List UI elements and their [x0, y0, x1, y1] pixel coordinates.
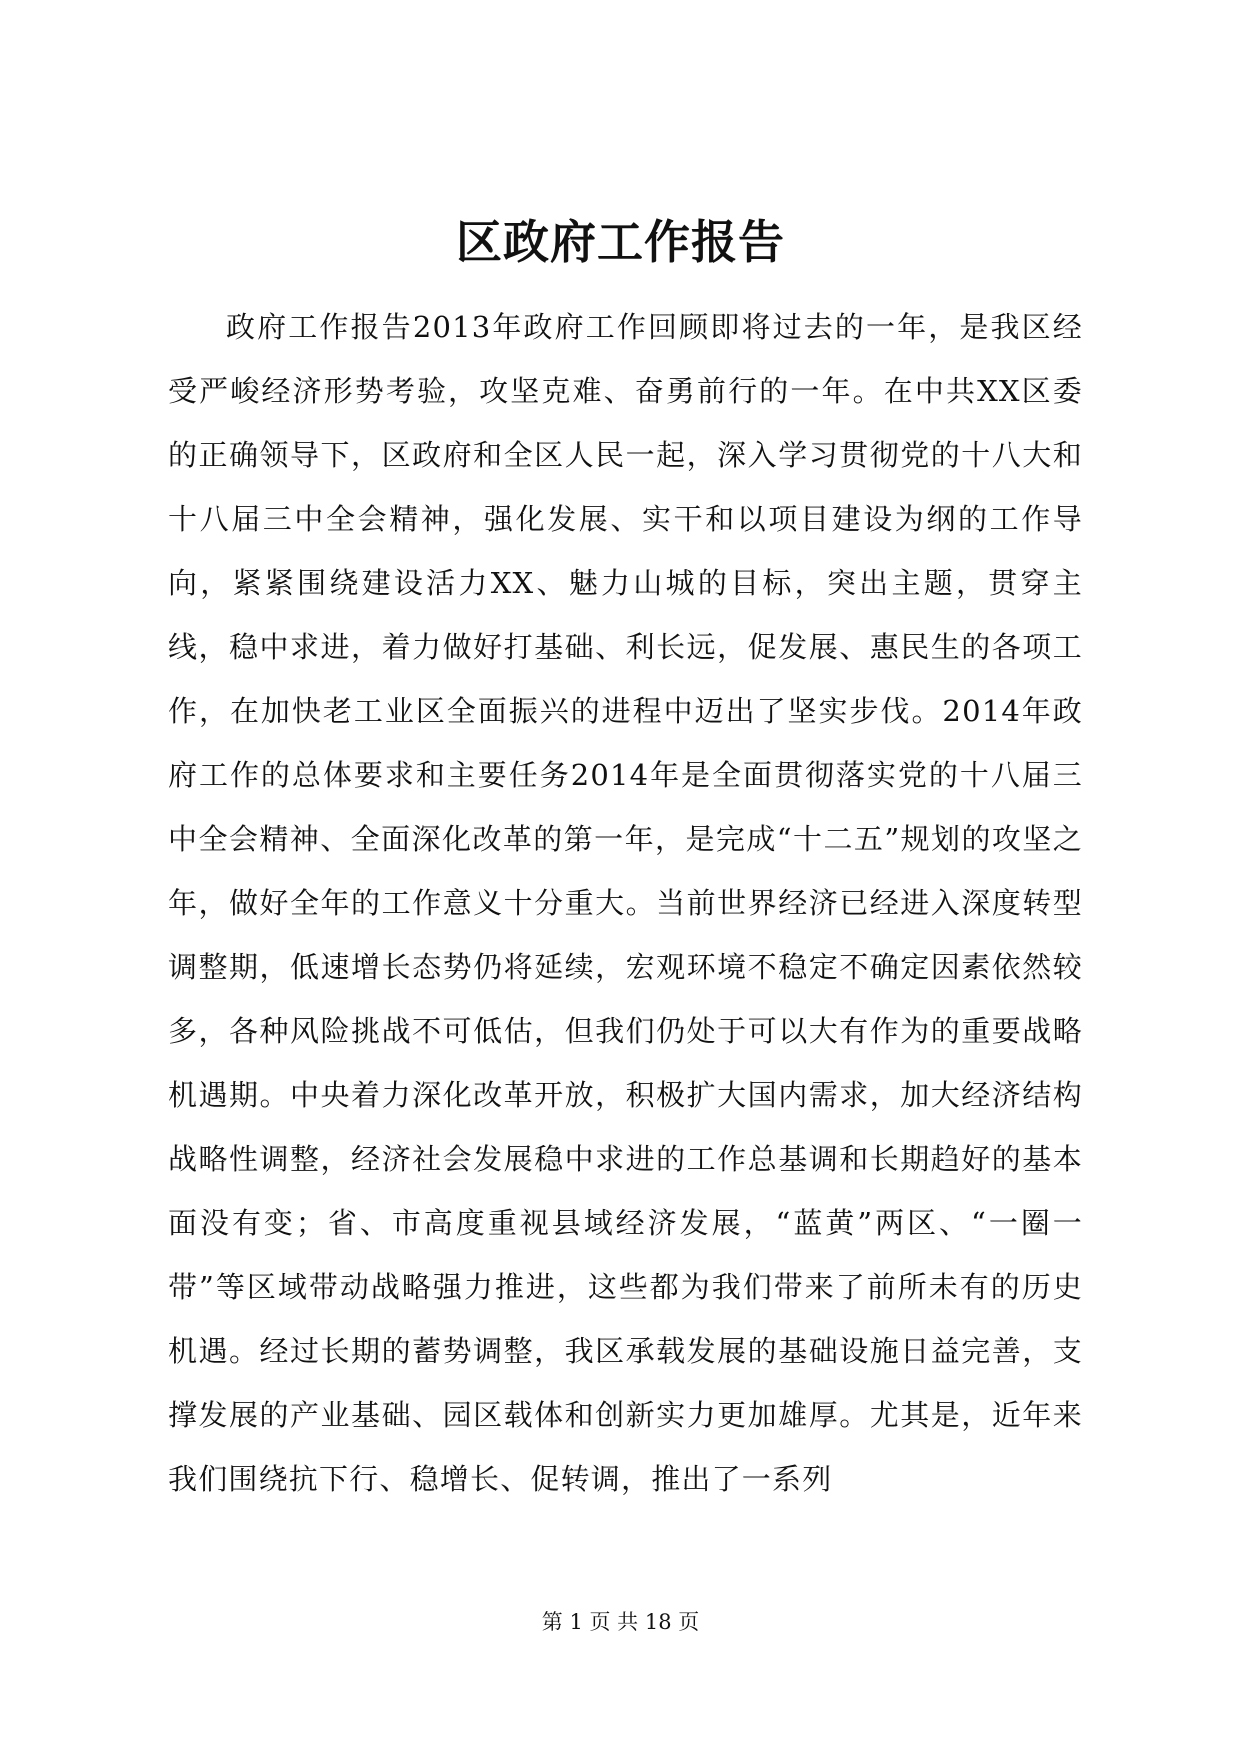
document-title: 区政府工作报告: [456, 215, 785, 269]
page-footer: 第 1 页 共 18 页: [541, 1610, 700, 1634]
body-paragraph: 政府工作报告2013年政府工作回顾即将过去的一年，是我区经受严峻经济形势考验，攻坚克难、奋勇前行的一年。在中共XX区委的正确领导下，区政府和全区人民一起，深入学习贯彻党的十八大和十八届三中全会精神，强化发展、实干和以项目建设为纲的工作导向，紧紧围绕建设活力XX、魅力山城的目标，突出主题，贯穿主线，稳中求进，着力做好打基础、利长远，促发展、惠民生的各项工作，在加快老工业区全面振兴的进程中迈出了坚实步伐。2014年政府工作的总体要求和主要任务2014年是全面贯彻落实党的十八届三中全会精神、全面深化改革的第一年，是完成“十二五”规划的攻坚之年，做好全年的工作意义十分重大。当前世界经济已经进入深度转型调整期，低速增长态势仍将延续，宏观环境不稳定不确定因素依然较多，各种风险挑战不可低估，但我们仍处于可以大有作为的重要战略机遇期。中央着力深化改革开放，积极扩大国内需求，加大经济结构战略性调整，经济社会发展稳中求进的工作总基调和长期趋好的基本面没有变；省、市高度重视县域经济发展，“蓝黄”两区、“一圈一带”等区域带动战略强力推进，这些都为我们带来了前所未有的历史机遇。经过长期的蓄势调整，我区承载发展的基础设施日益完善，支撑发展的产业基础、园区载体和创新实力更加雄厚。尤其是，近年来我们围绕抗下行、稳增长、促转调，推出了一系列: [168, 310, 1083, 1496]
